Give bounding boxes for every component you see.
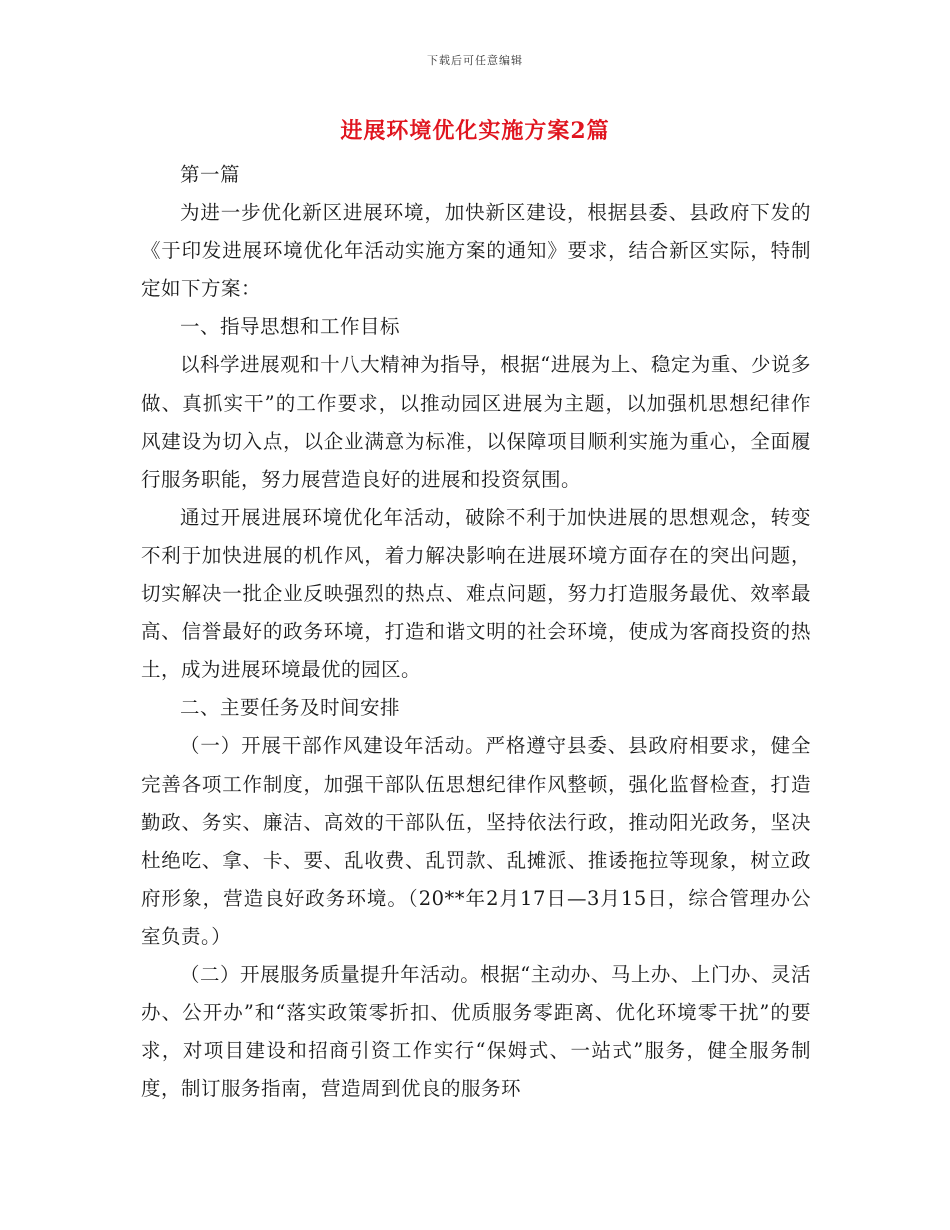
header-note: 下载后可任意编辑: [427, 54, 523, 67]
document-title: 进展环境优化实施方案2篇: [340, 118, 610, 144]
section-heading-guiding-ideology: 一、指导思想和工作目标: [180, 315, 401, 339]
paragraph-task-two: （二）开展服务质量提升年活动。根据“主动办、马上办、上门办、灵活办、公开办”和“落实政策零折扣、优质服务零距离、优化环境零干扰”的要求，对项目建设和招商引资工作实行“保姆式、一站式”服务，健全服务制度，制订服务指南，营造周到优良的服务环: [141, 962, 811, 1101]
paragraph-guiding-ideology: 以科学进展观和十八大精神为指导，根据“进展为上、稳定为重、少说多做、真抓实干”的工作要求，以推动园区进展为主题，以加强机思想纪律作风建设为切入点，以企业满意为标准，以保障项目顺利实施为重心，全面履行服务职能，努力展营造良好的进展和投资氛围。: [141, 353, 811, 491]
paragraph-goals: 通过开展进展环境优化年活动，破除不利于加快进展的思想观念，转变不利于加快进展的机作风，着力解决影响在进展环境方面存在的突出问题，切实解决一批企业反映强烈的热点、难点问题，努力打造服务最优、效率最高、信誉最好的政务环境，打造和谐文明的社会环境，使成为客商投资的热土，成为进展环境最优的园区。: [141, 505, 811, 682]
section-heading-main-tasks: 二、主要任务及时间安排: [180, 696, 401, 720]
paragraph-intro: 为进一步优化新区进展环境，加快新区建设，根据县委、县政府下发的《于印发进展环境优化年活动实施方案的通知》要求，结合新区实际，特制定如下方案：: [141, 201, 811, 301]
paragraph-task-one: （一）开展干部作风建设年活动。严格遵守县委、县政府相要求，健全完善各项工作制度，加强干部队伍思想纪律作风整顿，强化监督检查，打造勤政、务实、廉洁、高效的干部队伍，坚持依法行政，推动阳光政务，坚决杜绝吃、拿、卡、要、乱收费、乱罚款、乱摊派、推诿拖拉等现象，树立政府形象，营造良好政务环境。（20**年2月17日—3月15日，综合管理办公室负责。）: [141, 734, 811, 948]
document-body: [141, 156, 811, 1108]
section-heading-first-part: 第一篇: [180, 163, 241, 186]
